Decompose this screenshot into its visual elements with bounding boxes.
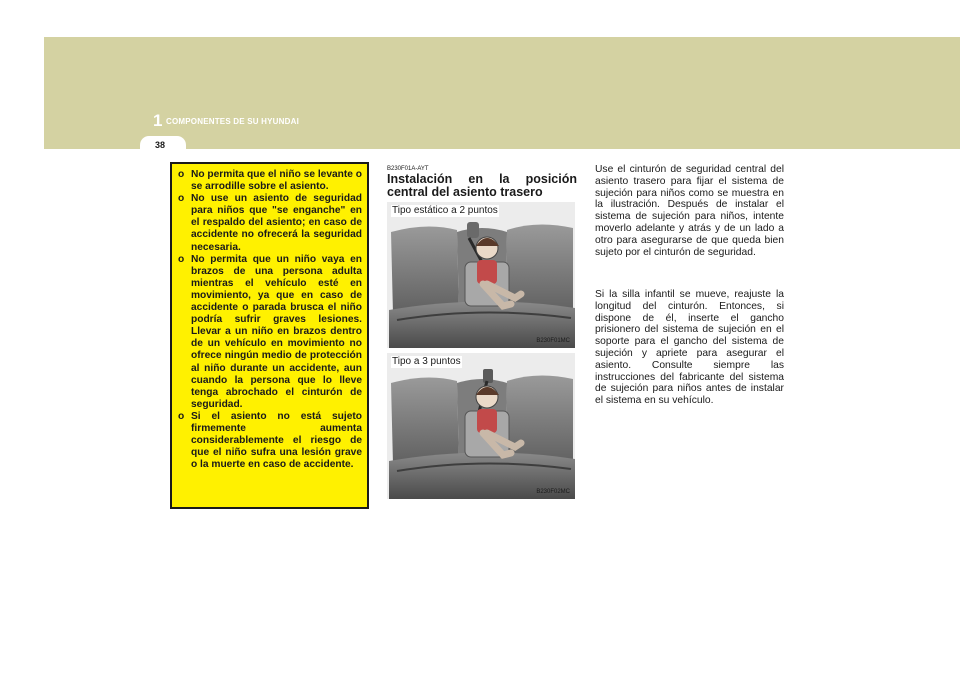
- figure-code: B230F02MC: [536, 489, 570, 495]
- rear-seat-child-seat-illustration: [387, 202, 575, 348]
- figure-caption: Tipo estático a 2 puntos: [392, 205, 498, 216]
- warning-item: [178, 169, 362, 193]
- warning-item: [178, 254, 362, 411]
- bullet-marker: o: [178, 410, 185, 422]
- warning-item: [178, 411, 362, 471]
- chapter-number: 1: [153, 111, 163, 130]
- warning-item-text: No permita que el niño se levante o se arrodille sobre el asiento.: [191, 169, 362, 193]
- figure-code: B230F01MC: [536, 338, 570, 344]
- chapter-title: COMPONENTES DE SU HYUNDAI: [166, 117, 300, 126]
- bullet-marker: o: [178, 253, 185, 265]
- figure-three-point-belt: [387, 353, 575, 499]
- warning-list: [178, 169, 362, 471]
- warning-item-text: No permita que un niño vaya en brazos de una persona adulta mientras el vehículo esté en movimiento, ya que en caso de accidente o parada brusca el niño podría sufrir graves lesiones. Llevar a un niño en brazos dentro de un vehículo en movimiento no ofrece ningún medio de protección al niño durante un accidente, aun cuando la persona que lo lleve tenga abrochado el cinturón de seguridad.: [191, 253, 362, 410]
- warning-item-text: No use un asiento de seguridad para niños que "se enganche" en el respaldo del asiento; en caso de accidente no ofrecerá la seguridad necesaria.: [191, 193, 362, 253]
- warning-item: [178, 193, 362, 253]
- body-paragraph: Si la silla infantil se mueve, reajuste la longitud del cinturón. Entonces, si dispone de él, inserte el gancho prisionero del sistema de sujeción en el soporte para el gancho del sistema de sujeción y apriete para asegurar el asiento. Consulte siempre las instrucciones del fabricante del sistema de sujeción para niños antes de instalar el sistema en su vehículo.: [595, 289, 784, 407]
- figure-caption: Tipo a 3 puntos: [392, 356, 461, 367]
- warning-box: [170, 162, 369, 509]
- body-paragraph: Use el cinturón de seguridad central del asiento trasero para fijar el sistema de sujeción para niños como se muestra en la ilustración. Después de instalar el sistema de sujeción para niños, intente moverlo adelante y atrás y de un lado a otro para asegurarse de que queda bien sujeto por el cinturón de seguridad.: [595, 164, 784, 258]
- figure-two-point-belt: [387, 202, 575, 348]
- bullet-marker: o: [178, 193, 185, 205]
- rear-seat-child-seat-illustration: [387, 353, 575, 499]
- header-band: [44, 37, 960, 149]
- section-title: Instalación en la posición central del asiento trasero: [387, 172, 577, 199]
- page-number: 38: [155, 140, 166, 150]
- section-code: B230F01A-AYT: [387, 166, 429, 172]
- bullet-marker: o: [178, 169, 185, 180]
- warning-item-text: Si el asiento no está sujeto firmemente aumenta considerablemente el riesgo de que el niño sufra una lesión grave o la muerte en caso de accidente.: [191, 410, 362, 471]
